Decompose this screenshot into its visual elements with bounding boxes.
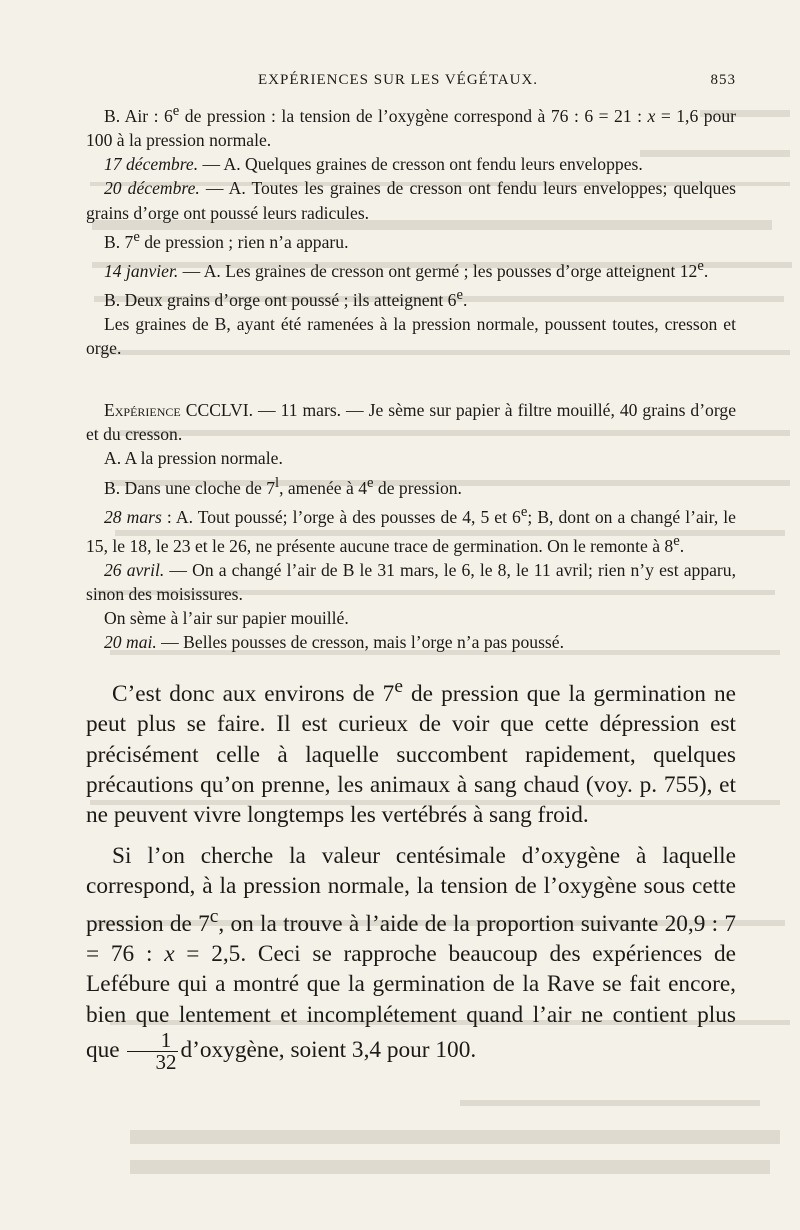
paragraph-b-air: B. Air : 6e de pression : la tension de l’oxygène correspond à 76 : 6 = 21 : x = 1,6 pour 100 à la pression normale. — [86, 103, 736, 151]
entry-b-7e: B. 7e de pression ; rien n’a apparu. — [104, 228, 349, 252]
entry-graines-de-b: Les graines de B, ayant été ramenées à la pression normale, poussent toutes, cresson et orge. — [86, 314, 736, 359]
fraction-one-thirty-second: $\frac{1}{32}$ — [127, 1030, 178, 1073]
entry-26-avril: 26 avril. — On a changé l’air de B le 31 mars, le 6, le 8, le 11 avril; rien n’y est apparu, sinon des moisissures. — [86, 559, 736, 604]
entry-14-janvier: 14 janvier. — A. Les graines de cresson ont germé ; les pousses d’orge atteignent 12e. — [104, 257, 709, 281]
paragraph-centesimal: Si l’on cherche la valeur centésimale d’oxygène à laquelle correspond, à la pression normale, la tension de l’oxygène sous cette pression de 7$^c$, on la trouve à l’aide de la proportion suivante 20,9 : 7 = 76 : x = 2,5. Ceci se rapproche beaucoup des expériences de Lefébure qui a montré que la germination de la Rave se fait encore, bien que lentement et incomplétement quand l’air ne contient plus que $\frac{1}{32}$ d’oxygène, soient 3,4 pour 100. — [86, 842, 736, 1074]
main-text-block — [86, 672, 736, 1073]
entry-b-deux-grains: B. Deux grains d’orge ont poussé ; ils atteignent 6e. — [104, 287, 468, 310]
entry-a-pression-normale: A. A la pression normale. — [104, 448, 283, 469]
experiment-block — [86, 398, 736, 655]
page-number: 853 — [710, 72, 736, 88]
running-header — [86, 72, 736, 96]
running-title: EXPÉRIENCES SUR LES VÉGÉTAUX. — [258, 72, 539, 88]
entry-20-decembre: 20 décembre. — A. Toutes les graines de cresson ont fendu leurs enveloppes; quelques grains d’orge ont poussé leurs radicules. — [86, 178, 736, 223]
small-type-block — [86, 99, 736, 360]
paragraph-conclusion: C’est donc aux environs de 7e de pression que la germination ne peut plus se faire. Il est curieux de voir que cette dépression est précisément celle à laquelle succombent rapidement, quelques précautions qu’on prenne, les animaux à sang chaud (voy. p. 755), et ne peuvent vivre longtemps les vertébrés à sang froid. — [86, 676, 736, 829]
entry-17-decembre: 17 décembre. — A. Quelques graines de cresson ont fendu leurs enveloppes. — [104, 154, 643, 175]
entry-seme-a-lair: On sème à l’air sur papier mouillé. — [104, 608, 349, 629]
entry-20-mai: 20 mai. — Belles pousses de cresson, mais l’orge n’a pas poussé. — [104, 632, 564, 653]
experiment-heading: Expérience CCCLVI. — 11 mars. — Je sème sur papier à filtre mouillé, 40 grains d’orge et du cresson. — [86, 400, 736, 445]
entry-b-cloche: B. Dans une cloche de 7$^l$, amenée à 4e de pression. — [104, 474, 462, 498]
entry-28-mars: 28 mars : A. Tout poussé; l’orge à des pousses de 4, 5 et 6e; B, dont on a changé l’air, le 15, le 18, le 23 et le 26, ne présente aucune trace de germination. On le remonte à 8e. — [86, 503, 736, 556]
